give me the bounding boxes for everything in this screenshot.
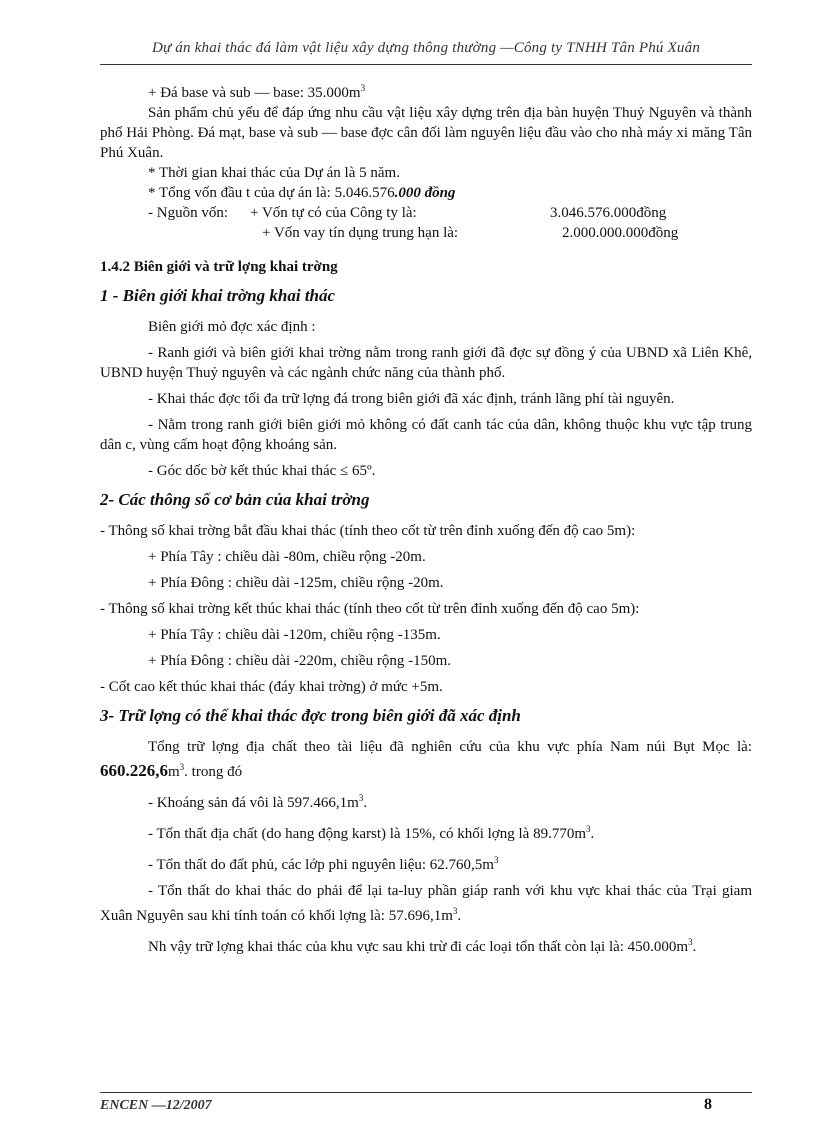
params-end-west: + Phía Tây : chiều dài -120m, chiều rộng -135m. xyxy=(148,627,441,643)
footer-rule xyxy=(100,1092,752,1093)
capital-line: * Tổng vốn đầu t của dự án là: 5.046.576.000 đồng xyxy=(148,185,456,201)
boundary-p2: - Ranh giới và biên giới khai trờng nằm trong ranh giới đã đợc sự đồng ý của UBND xã Liên Khê, UBND huyện Thuỷ nguyên và các ngành chức năng của thành phố. xyxy=(100,345,752,381)
reserves-result: Nh vậy trữ lợng khai thác của khu vực sau khi trừ đi các loại tổn thất còn lại là: $450.000m^3$. xyxy=(148,937,697,955)
boundary-p5: - Góc dốc bờ kết thúc khai thác ≤ 65º. xyxy=(148,463,376,479)
params-start-west: + Phía Tây : chiều dài -80m, chiều rộng -20m. xyxy=(148,549,426,565)
time-line: * Thời gian khai thác của Dự án là 5 năm. xyxy=(148,165,400,181)
footer-label: ENCEN —12/2007 xyxy=(100,1098,212,1113)
reserves-geo-loss: - Tổn thất địa chất (do hang động karst) là 15%, có khối lợng là $89.770m^3$. xyxy=(148,824,595,842)
reserves-limestone: - Khoáng sản đá vôi là $597.466,1m^3$. xyxy=(148,793,368,811)
reserves-soil-loss: - Tổn thất do đất phủ, các lớp phi nguyên liệu: $62.760,5m^3$ xyxy=(148,855,499,873)
heading-parameters: 2- Các thông số cơ bản của khai trờng xyxy=(100,490,370,509)
heading-boundary: 1 - Biên giới khai trờng khai thác xyxy=(100,286,336,305)
own-capital-row: - Nguồn vốn: + Vốn tự có của Công ty là: 3.046.576.000đồng xyxy=(148,205,667,221)
params-end: - Thông số khai trờng kết thúc khai thác (tính theo cốt từ trên đỉnh xuống đến độ cao 5m): xyxy=(100,601,640,617)
boundary-p1: Biên giới mỏ đợc xác định : xyxy=(148,319,316,335)
boundary-p4: - Nằm trong ranh giới biên giới mỏ không có đất canh tác của dân, không thuộc khu vực tập trung dân c, vùng cấm hoạt động khoáng sản. xyxy=(100,417,752,453)
products-paragraph: Sản phẩm chủ yếu để đáp ứng nhu cầu vật liệu xây dựng trên địa bàn huyện Thuỷ Nguyên và thành phố Hải Phòng. Đá mạt, base và sub — base đợc cân đối làm nguyên liệu đầu vào cho nhà máy xi măng Tân Phú Xuân. xyxy=(100,105,752,161)
params-final: - Cốt cao kết thúc khai thác (đáy khai trờng) ở mức +5m. xyxy=(100,679,443,695)
loan-row: + Vốn vay tín dụng trung hạn là: 2.000.000.000đồng xyxy=(262,225,679,241)
section-heading-142: 1.4.2 Biên giới và trữ lợng khai trờng xyxy=(100,259,338,275)
boundary-p3: - Khai thác đợc tối đa trữ lợng đá trong biên giới đã xác định, tránh lãng phí tài nguyên. xyxy=(148,391,675,407)
heading-reserves: 3- Trữ lợng có thể khai thác đợc trong biên giới đã xác định xyxy=(100,706,521,725)
reserves-total: Tổng trữ lợng địa chất theo tài liệu đã nghiên cứu của khu vực phía Nam núi Bụt Mọc là: $660.226,6m^3$. trong đó xyxy=(100,739,752,780)
params-start-east: + Phía Đông : chiều dài -125m, chiều rộng -20m. xyxy=(148,575,444,591)
running-header: Dự án khai thác đá làm vật liệu xây dựng thông thường —Công ty TNHH Tân Phú Xuân xyxy=(151,40,701,56)
page-number: 8 xyxy=(704,1096,712,1113)
page-content xyxy=(100,78,752,957)
params-start: - Thông số khai trờng bắt đầu khai thác (tính theo cốt từ trên đỉnh xuống đến độ cao 5m): xyxy=(100,523,636,539)
params-end-east: + Phía Đông : chiều dài -220m, chiều rộng -150m. xyxy=(148,653,451,669)
header-rule xyxy=(100,64,752,65)
reserves-talus: - Tổn thất do khai thác do phải để lại ta-luy phần giáp ranh với khu vực khai thác của Trại giam Xuân Nguyên sau khi tính toán có khối lợng là: $57.696,1m^3$. xyxy=(100,883,752,924)
base-line: + Đá base và sub — base: $35.000m^3$ xyxy=(148,83,366,101)
